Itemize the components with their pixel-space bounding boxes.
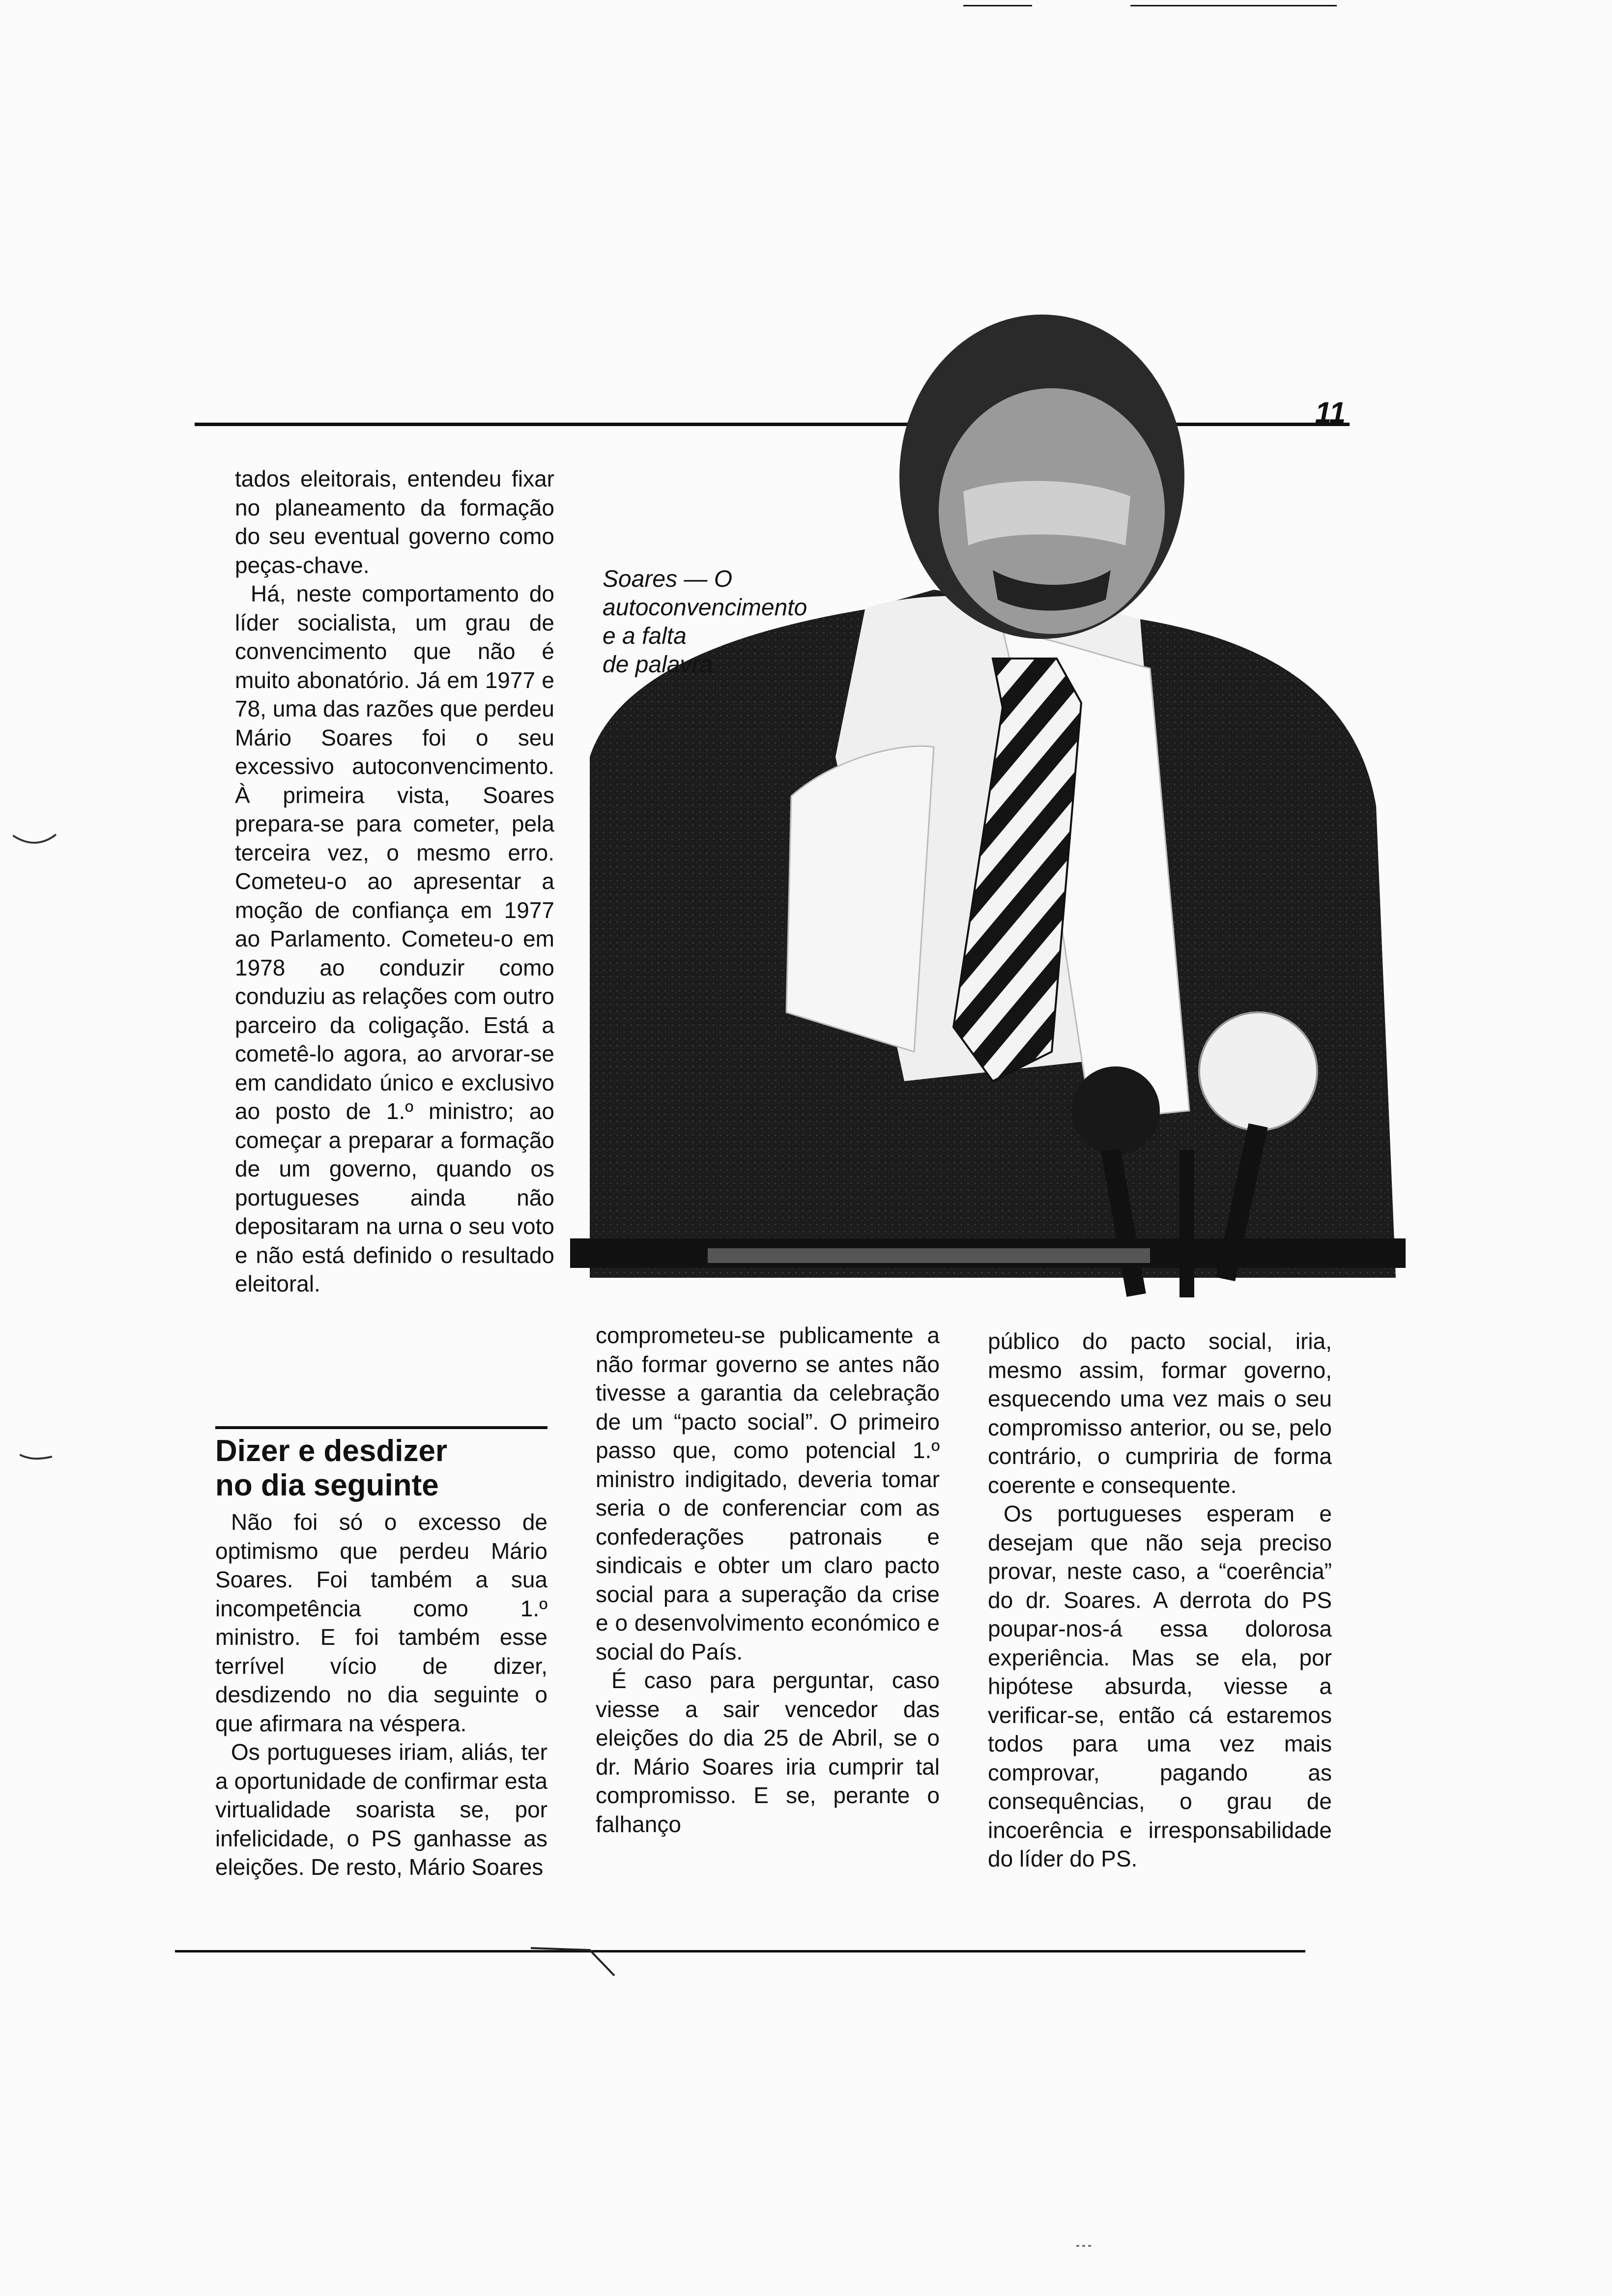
subheading-line: no dia seguinte	[215, 1468, 439, 1502]
article-column-3	[988, 1327, 1332, 1873]
caption-line: de palavra	[603, 652, 713, 678]
margin-mark	[20, 1445, 54, 1464]
article-column-2	[596, 1321, 940, 1838]
subheading-line: Dizer e desdizer	[215, 1434, 448, 1468]
footer-rule	[175, 1950, 1305, 1952]
margin-mark	[1076, 2241, 1096, 2251]
microphone	[1071, 1066, 1160, 1155]
scan-artifact-line	[1130, 5, 1337, 6]
paragraph: Há, neste comportamento do líder socialista, um grau de convencimento que não é muito abonatório. Já em 1977 e 78, uma das razões que perdeu Mário Soares foi o seu excessivo autoconvencimento. À primeira vista, Soares prepara-se para cometer, pela terceira vez, o mesmo erro. Cometeu-o ao apresentar a moção de confiança em 1977 ao Parlamento. Cometeu-o em 1978 ao conduzir como conduziu as relações com outro parceiro da coligação. Está a cometê-lo agora, ao arvorar-se em candidato único e exclusivo ao posto de 1.º ministro; ao começar a preparar a formação de um governo, quando os portugueses ainda não depositaram na urna o seu voto e não está definido o resultado eleitoral.	[235, 581, 554, 1296]
microphone	[1199, 1012, 1317, 1130]
paragraph: comprometeu-se publicamente a não formar governo se antes não tivesse a garantia da celebração de um “pacto social”. O primeiro passo que, como potencial 1.º ministro indigitado, deveria tomar seria o de conferenciar com as confederações patronais e sindicais e obter um claro pacto social para a superação da crise e o desenvolvimento económico e social do País.	[596, 1322, 940, 1665]
caption-line: autoconvencimento	[603, 595, 807, 621]
caption-line: Soares — O	[603, 566, 733, 592]
page-number: 11	[1315, 396, 1346, 429]
paragraph: Os portugueses esperam e desejam que não seja preciso provar, neste caso, a “coerência” do dr. Soares. A derrota do PS poupar-nos-á essa dolorosa experiência. Mas se ela, por hipótese absurda, viesse a verificar-se, então cá estaremos todos para uma vez mais comprovar, pagando as consequências, o grau de incoerência e irresponsabilidade do líder do PS.	[988, 1501, 1332, 1871]
article-column-1	[235, 464, 554, 1298]
scan-artifact-line	[963, 5, 1032, 6]
paragraph: É caso para perguntar, caso viesse a sair vencedor das eleições do dia 25 de Abril, se o dr. Mário Soares iria cumprir tal compromisso. E se, perante o falhanço	[596, 1667, 940, 1837]
portrait-photo	[560, 315, 1406, 1317]
caption-line: e a falta	[603, 623, 687, 649]
margin-mark	[13, 831, 57, 850]
paragraph: público do pacto social, iria, mesmo assim, formar governo, esquecendo uma vez mais o seu compromisso anterior, ou se, pelo contrário, o cumpriria de forma coerente e consequente.	[988, 1328, 1332, 1498]
pen-stroke-mark	[531, 1946, 619, 1980]
article-column-1-lower	[215, 1434, 547, 1882]
subheading-rule	[215, 1426, 547, 1429]
paragraph: Os portugueses iriam, aliás, ter a oportunidade de confirmar esta virtualidade soarista se, por infelicidade, o PS ganhasse as eleições. De resto, Mário Soares	[215, 1739, 547, 1880]
paragraph: tados eleitorais, entendeu fixar no planeamento da formação do seu eventual governo como peças-chave.	[235, 466, 554, 578]
paragraph: Não foi só o excesso de optimismo que perdeu Mário Soares. Foi também a sua incompetência como 1.º ministro. E foi também esse terrível vício de dizer, desdizendo no dia seguinte o que afirmara na véspera.	[215, 1509, 547, 1736]
subheading	[215, 1434, 547, 1503]
photo-caption	[603, 565, 878, 679]
